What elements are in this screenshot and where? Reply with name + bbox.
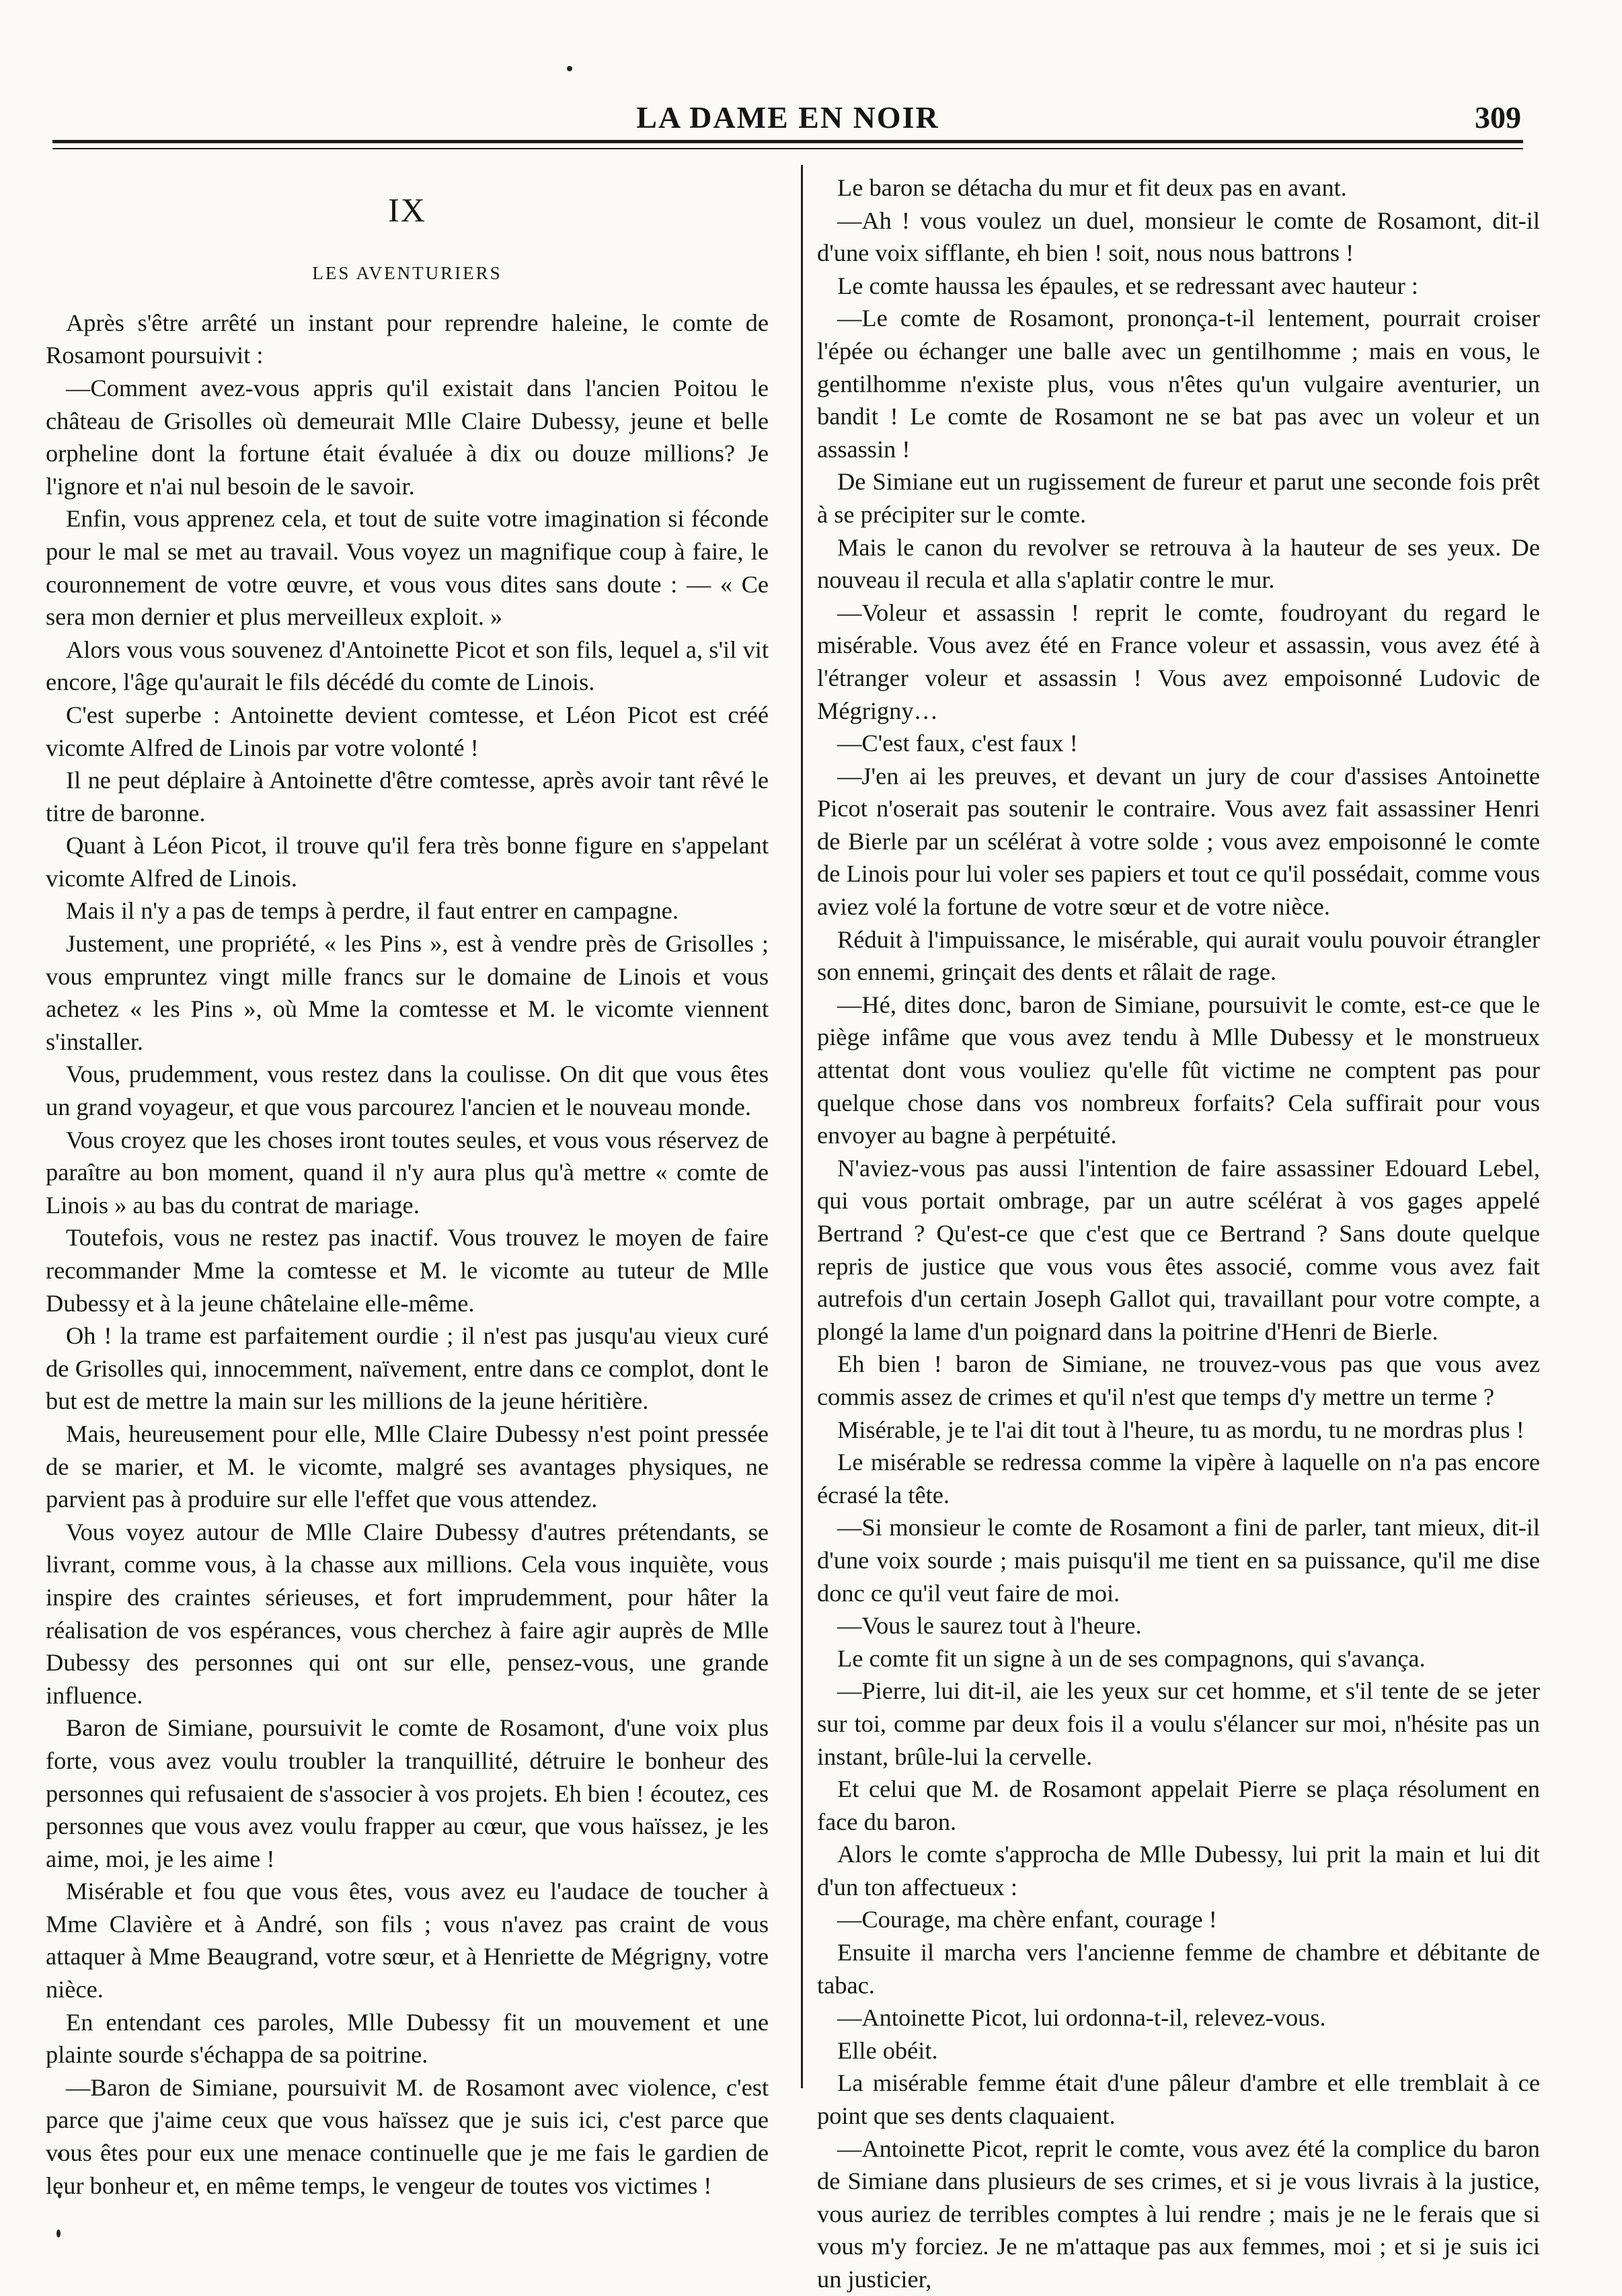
paragraph: Le baron se détacha du mur et fit deux pas en avant. <box>837 174 1347 201</box>
paragraph: Misérable, je te l'ai dit tout à l'heure, tu as mordu, tu ne mordras plus ! <box>837 1416 1524 1443</box>
paragraph: —Vous le saurez tout à l'heure. <box>837 1612 1142 1640</box>
header-rule <box>52 140 1523 143</box>
paragraph: Misérable et fou que vous êtes, vous avez eu l'audace de toucher à Mme Clavière et à André, son fils ; vous n'avez pas craint de vous attaquer à Mme Beaugrand, votre sœur, et à Henriette de Mégrigny, votre nièce. <box>46 1878 769 2003</box>
paragraph: La misérable femme était d'une pâleur d'ambre et elle tremblait à ce point que ses dents claquaient. <box>817 2069 1540 2130</box>
paragraph: —Si monsieur le comte de Rosamont a fini de parler, tant mieux, dit-il d'une voix sourde ; mais puisqu'il me tient en sa puissance, qu'il me dise donc ce qu'il veut faire de moi. <box>817 1514 1540 1607</box>
paragraph: Réduit à l'impuissance, le misérable, qui aurait voulu pouvoir étrangler son ennemi, grinçait des dents et râlait de rage. <box>817 925 1540 986</box>
paragraph: Mais il n'y a pas de temps à perdre, il faut entrer en campagne. <box>66 897 679 925</box>
paragraph: Le misérable se redressa comme la vipère à laquelle on n'a pas encore écrasé la tête. <box>817 1449 1540 1508</box>
paragraph: N'aviez-vous pas aussi l'intention de faire assassiner Edouard Lebel, qui vous portait ombrage, par un autre scélérat à vos gages appelé Bertrand ? Qu'est-ce que c'est que ce Bertrand ? Sans doute quelque repris de justice que vous vous êtes associé, comme vous avez fait autrefois d'un certain Joseph Gallot qui, travaillant pour votre compte, a plongé la lame d'un poignard dans la poitrine d'Henri de Bierle. <box>817 1154 1540 1345</box>
chapter-number: IX <box>388 191 426 229</box>
paragraph: Eh bien ! baron de Simiane, ne trouvez-vous pas que vous avez commis assez de crimes et qu'il n'est que temps d'y mettre un terme ? <box>817 1350 1540 1410</box>
running-title: LA DAME EN NOIR <box>636 100 939 135</box>
paragraph: Après s'être arrêté un instant pour reprendre haleine, le comte de Rosamont poursuivit : <box>46 309 769 369</box>
paragraph: Justement, une propriété, « les Pins », est à vendre près de Grisolles ; vous empruntez vingt mille francs sur le domaine de Linois et vous achetez « les Pins », où Mme la comtesse et M. le vicomte viennent s'installer. <box>46 930 769 1055</box>
paragraph: —Antoinette Picot, lui ordonna-t-il, relevez-vous. <box>837 2004 1326 2032</box>
paragraph: —Baron de Simiane, poursuivit M. de Rosamont avec violence, c'est parce que j'aime ceux que vous haïssez que je suis ici, c'est parce que vous êtes pour eux une menace continuelle que je me fais le gardien de leur bonheur et, en même temps, le vengeur de toutes vos victimes ! <box>46 2073 769 2199</box>
paragraph: De Simiane eut un rugissement de fureur et parut une seconde fois prêt à se précipiter sur le comte. <box>817 468 1540 528</box>
paragraph: En entendant ces paroles, Mlle Dubessy fit un mouvement et une plainte sourde s'échappa de sa poitrine. <box>46 2008 769 2069</box>
paragraph: Elle obéit. <box>837 2036 938 2064</box>
paragraph: Mais, heureusement pour elle, Mlle Claire Dubessy n'est point pressée de se marier, et M. le vicomte, malgré ses avantages physiques, ne parvient pas à produire sur elle l'effet que vous attendez. <box>46 1420 769 1513</box>
paragraph: Vous, prudemment, vous restez dans la coulisse. On dit que vous êtes un grand voyageur, et que vous parcourez l'ancien et le nouveau monde. <box>46 1061 769 1121</box>
paragraph: —Courage, ma chère enfant, courage ! <box>837 1906 1217 1934</box>
chapter-title: LES AVENTURIERS <box>312 262 502 283</box>
margin-speck <box>567 66 572 71</box>
paragraph: Alors le comte s'approcha de Mlle Dubessy, lui prit la main et lui dit d'un ton affectueux : <box>817 1841 1540 1901</box>
paragraph: Toutefois, vous ne restez pas inactif. Vous trouvez le moyen de faire recommander Mme la comtesse et M. le vicomte au tuteur de Mlle Dubessy et à la jeune châtelaine elle-même. <box>46 1224 769 1317</box>
paragraph: —C'est faux, c'est faux ! <box>837 730 1078 757</box>
paragraph: Quant à Léon Picot, il trouve qu'il fera très bonne figure en s'appelant vicomte Alfred de Linois. <box>46 832 769 892</box>
paragraph: Ensuite il marcha vers l'ancienne femme de chambre et débitante de tabac. <box>817 1939 1540 1999</box>
paragraph: Oh ! la trame est parfaitement ourdie ; il n'est pas jusqu'au vieux curé de Grisolles qui, innocemment, naïvement, entre dans ce complot, dont le but est de mettre la main sur les millions de la jeune héritière. <box>46 1322 769 1415</box>
paragraph: C'est superbe : Antoinette devient comtesse, et Léon Picot est créé vicomte Alfred de Linois par votre volonté ! <box>46 701 769 761</box>
paragraph: Et celui que M. de Rosamont appelait Pierre se plaça résolument en face du baron. <box>817 1775 1540 1835</box>
paragraph: Le comte fit un signe à un de ses compagnons, qui s'avança. <box>837 1644 1426 1672</box>
page-number: 309 <box>1475 100 1521 135</box>
paragraph: —Hé, dites donc, baron de Simiane, poursuivit le comte, est-ce que le piège infâme que vous avez tendu à Mlle Dubessy et le monstrueux attentat dont vous vouliez qu'elle fût victime ne comptent pas pour quelque chose dans vos nombreux forfaits? Cela suffirait pour vous envoyer au bagne à perpétuité. <box>817 991 1540 1149</box>
paragraph: Vous voyez autour de Mlle Claire Dubessy d'autres prétendants, se livrant, comme vous, à la chasse aux millions. Cela vous inquiète, vous inspire des craintes sérieuses, et fort imprudemment, pour hâter la réalisation de vos espérances, vous cherchez à faire agir auprès de Mlle Dubessy des personnes qui ont sur elle, pensez-vous, une grande influence. <box>46 1518 769 1709</box>
paragraph: —Pierre, lui dit-il, aie les yeux sur cet homme, et s'il tente de se jeter sur toi, comme par deux fois il a voulu s'élancer sur moi, n'hésite pas un instant, brûle-lui la cervelle. <box>817 1677 1540 1770</box>
right-column-body <box>817 171 1540 2296</box>
header-rule-thin <box>52 148 1523 149</box>
paragraph: —Le comte de Rosamont, prononça-t-il lentement, pourrait croiser l'épée ou échanger une balle avec un gentilhomme ; mais en vous, le gentilhomme n'existe plus, vous n'êtes qu'un vulgaire aventurier, un bandit ! Le comte de Rosamont ne se bat pas avec un voleur et un assassin ! <box>817 305 1540 463</box>
column-divider <box>801 165 803 2088</box>
paragraph: —Ah ! vous voulez un duel, monsieur le comte de Rosamont, dit-il d'une voix sifflante, eh bien ! soit, nous nous battrons ! <box>817 206 1540 267</box>
paragraph: —Antoinette Picot, reprit le comte, vous avez été la complice du baron de Simiane dans plusieurs de ses crimes, et si je vous livrais à la justice, vous auriez de terribles comptes à lui rendre ; mais je ne le ferais que si vous m'y forciez. Je ne m'attaque pas aux femmes, moi ; et si je suis ici un justicier, <box>817 2135 1540 2293</box>
paragraph: Mais le canon du revolver se retrouva à la hauteur de ses yeux. De nouveau il recula et alla s'aplatir contre le mur. <box>817 533 1540 594</box>
left-column-body <box>46 307 769 2202</box>
right-column <box>817 171 1540 2293</box>
paragraph: —J'en ai les preuves, et devant un jury de cour d'assises Antoinette Picot n'oserait pas soutenir le contraire. Vous avez fait assassiner Henri de Bierle par un scélérat à votre solde ; vous avez empoisonné le comte de Linois pour lui voler ses papiers et tout ce qu'il possédait, comme vous aviez volé la fortune de votre sœur et de votre nièce. <box>817 762 1540 921</box>
paragraph: Baron de Simiane, poursuivit le comte de Rosamont, d'une voix plus forte, vous avez voulu troubler la tranquillité, détruire le bonheur des personnes qui refusaient de s'associer à vos projets. Eh bien ! écoutez, ces personnes que vous avez voulu frapper au cœur, que vous haïssez, je les aime, moi, je les aime ! <box>46 1714 769 1872</box>
paragraph: Alors vous vous souvenez d'Antoinette Picot et son fils, lequel a, s'il vit encore, l'âge qu'aurait le fils décédé du comte de Linois. <box>46 636 769 696</box>
left-column <box>46 171 769 2199</box>
paragraph: Il ne peut déplaire à Antoinette d'être comtesse, après avoir tant rêvé le titre de baronne. <box>46 767 769 827</box>
paragraph: —Voleur et assassin ! reprit le comte, foudroyant du regard le misérable. Vous avez été en France voleur et assassin, vous avez été à l'étranger voleur et assassin ! Vous avez empoisonné Ludovic de Mégrigny… <box>817 599 1540 724</box>
paragraph: Le comte haussa les épaules, et se redressant avec hauteur : <box>837 272 1418 299</box>
paragraph: Vous croyez que les choses iront toutes seules, et vous vous réservez de paraître au bon moment, quand il n'y aura plus qu'à mettre « comte de Linois » au bas du contrat de mariage. <box>46 1126 769 1219</box>
paragraph: —Comment avez-vous appris qu'il existait dans l'ancien Poitou le château de Grisolles où demeurait Mlle Claire Dubessy, jeune et belle orpheline dont la fortune était évaluée à dix ou douze millions? Je l'ignore et n'ai nul besoin de le savoir. <box>46 374 769 500</box>
paragraph: Enfin, vous apprenez cela, et tout de suite votre imagination si féconde pour le mal se met au travail. Vous voyez un magnifique coup à faire, le couronnement de votre œuvre, et vous vous dites sans doute : — « Ce sera mon dernier et plus merveilleux exploit. » <box>46 505 769 631</box>
margin-speck <box>56 2229 61 2237</box>
